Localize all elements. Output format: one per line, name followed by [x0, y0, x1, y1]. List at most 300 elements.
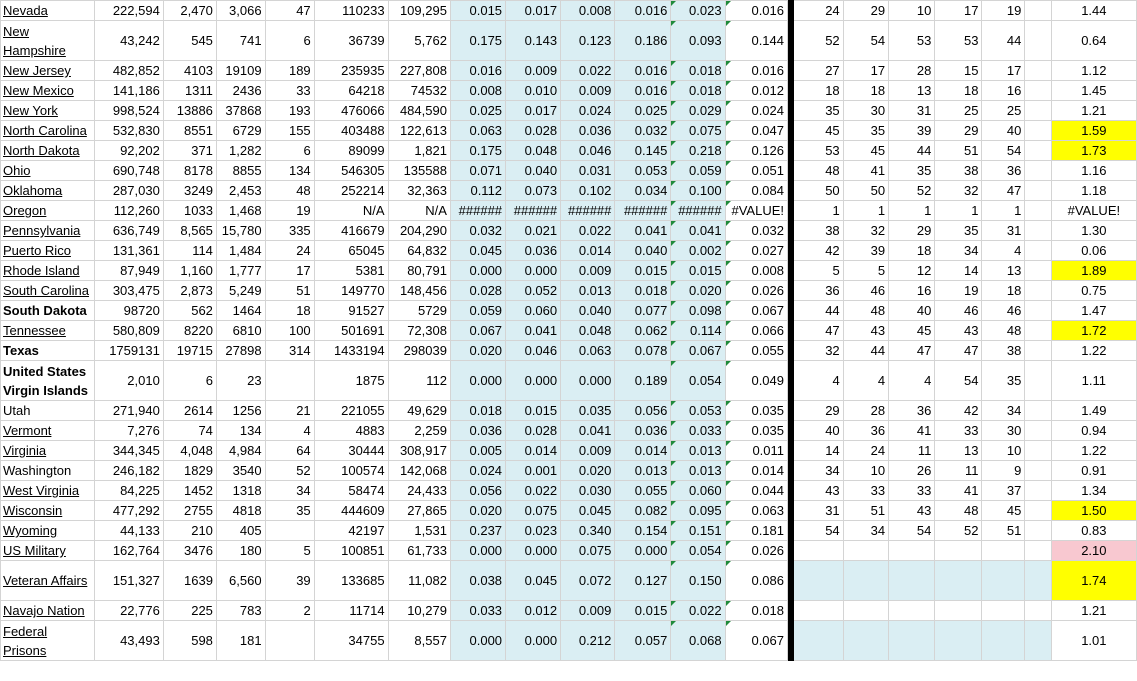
- data-cell[interactable]: 690,748: [94, 161, 163, 181]
- data-cell[interactable]: 32,363: [388, 181, 450, 201]
- data-cell[interactable]: 0.024: [725, 101, 787, 121]
- data-cell[interactable]: N/A: [314, 201, 388, 221]
- data-cell[interactable]: 0.032: [725, 221, 787, 241]
- data-cell[interactable]: 0.054: [671, 541, 725, 561]
- data-cell[interactable]: 5,762: [388, 21, 450, 61]
- data-cell[interactable]: 2: [265, 601, 314, 621]
- data-cell[interactable]: 134: [265, 161, 314, 181]
- data-cell[interactable]: 5729: [388, 301, 450, 321]
- data-cell[interactable]: 0.045: [561, 501, 615, 521]
- data-cell[interactable]: 89099: [314, 141, 388, 161]
- data-cell[interactable]: 0.077: [615, 301, 671, 321]
- empty-cell[interactable]: [1025, 201, 1051, 221]
- row-name-link[interactable]: New Jersey: [3, 63, 71, 78]
- rank-cell[interactable]: 18: [935, 81, 982, 101]
- rank-cell[interactable]: 52: [794, 21, 844, 61]
- rank-cell[interactable]: 5: [843, 261, 888, 281]
- data-cell[interactable]: 0.000: [506, 541, 561, 561]
- ratio-cell[interactable]: 1.18: [1051, 181, 1136, 201]
- rank-cell[interactable]: 19: [982, 1, 1025, 21]
- data-cell[interactable]: 0.018: [725, 601, 787, 621]
- ratio-cell[interactable]: 1.45: [1051, 81, 1136, 101]
- data-cell[interactable]: 5381: [314, 261, 388, 281]
- data-cell[interactable]: 64,832: [388, 241, 450, 261]
- data-cell[interactable]: 36739: [314, 21, 388, 61]
- rank-cell[interactable]: [794, 601, 844, 621]
- data-cell[interactable]: 189: [265, 61, 314, 81]
- data-cell[interactable]: 0.046: [561, 141, 615, 161]
- data-cell[interactable]: 0.045: [506, 561, 561, 601]
- data-cell[interactable]: 1311: [163, 81, 216, 101]
- data-cell[interactable]: 0.075: [561, 541, 615, 561]
- data-cell[interactable]: 0.112: [450, 181, 505, 201]
- data-cell[interactable]: 0.015: [615, 261, 671, 281]
- data-cell[interactable]: 0.008: [450, 81, 505, 101]
- row-name-cell[interactable]: [1, 441, 95, 461]
- row-name-link[interactable]: Vermont: [3, 423, 52, 438]
- data-cell[interactable]: 42197: [314, 521, 388, 541]
- rank-cell[interactable]: 32: [935, 181, 982, 201]
- rank-cell[interactable]: 31: [794, 501, 844, 521]
- data-cell[interactable]: 49,629: [388, 401, 450, 421]
- rank-cell[interactable]: 10: [843, 461, 888, 481]
- rank-cell[interactable]: 45: [794, 121, 844, 141]
- rank-cell[interactable]: 10: [889, 1, 935, 21]
- rank-cell[interactable]: 38: [982, 341, 1025, 361]
- ratio-cell[interactable]: 1.22: [1051, 341, 1136, 361]
- rank-cell[interactable]: 46: [843, 281, 888, 301]
- ratio-cell[interactable]: 0.94: [1051, 421, 1136, 441]
- data-cell[interactable]: 0.057: [615, 621, 671, 661]
- row-name-cell[interactable]: [1, 501, 95, 521]
- data-cell[interactable]: 0.123: [561, 21, 615, 61]
- rank-cell[interactable]: [843, 541, 888, 561]
- row-name-cell[interactable]: [1, 301, 95, 321]
- rank-cell[interactable]: 50: [843, 181, 888, 201]
- rank-cell[interactable]: 31: [982, 221, 1025, 241]
- data-cell[interactable]: 0.009: [506, 61, 561, 81]
- row-name-cell[interactable]: [1, 141, 95, 161]
- rank-cell[interactable]: 34: [794, 461, 844, 481]
- rank-cell[interactable]: 1: [889, 201, 935, 221]
- rank-cell[interactable]: 4: [843, 361, 888, 401]
- rank-cell[interactable]: [843, 601, 888, 621]
- row-name-cell[interactable]: [1, 261, 95, 281]
- data-cell[interactable]: 0.098: [671, 301, 725, 321]
- rank-cell[interactable]: 36: [843, 421, 888, 441]
- rank-cell[interactable]: 50: [794, 181, 844, 201]
- rank-cell[interactable]: 24: [843, 441, 888, 461]
- rank-cell[interactable]: 38: [794, 221, 844, 241]
- rank-cell[interactable]: 17: [935, 1, 982, 21]
- data-cell[interactable]: 1256: [216, 401, 265, 421]
- data-cell[interactable]: 6: [265, 141, 314, 161]
- data-cell[interactable]: 4,048: [163, 441, 216, 461]
- rank-cell[interactable]: 41: [889, 421, 935, 441]
- data-cell[interactable]: 0.013: [561, 281, 615, 301]
- data-cell[interactable]: 0.014: [725, 461, 787, 481]
- data-cell[interactable]: 72,308: [388, 321, 450, 341]
- data-cell[interactable]: 210: [163, 521, 216, 541]
- data-cell[interactable]: 110233: [314, 1, 388, 21]
- rank-cell[interactable]: 4: [982, 241, 1025, 261]
- data-cell[interactable]: 0.067: [725, 301, 787, 321]
- data-cell[interactable]: 1033: [163, 201, 216, 221]
- rank-cell[interactable]: [889, 621, 935, 661]
- rank-cell[interactable]: 39: [843, 241, 888, 261]
- data-cell[interactable]: 0.078: [615, 341, 671, 361]
- ratio-cell[interactable]: 1.30: [1051, 221, 1136, 241]
- data-cell[interactable]: 11714: [314, 601, 388, 621]
- data-cell[interactable]: 0.016: [725, 1, 787, 21]
- rank-cell[interactable]: 36: [982, 161, 1025, 181]
- data-cell[interactable]: 0.033: [671, 421, 725, 441]
- rank-cell[interactable]: 29: [889, 221, 935, 241]
- data-cell[interactable]: 6810: [216, 321, 265, 341]
- data-cell[interactable]: 5: [265, 541, 314, 561]
- data-cell[interactable]: 2,453: [216, 181, 265, 201]
- rank-cell[interactable]: 34: [935, 241, 982, 261]
- data-cell[interactable]: 0.093: [671, 21, 725, 61]
- rank-cell[interactable]: 45: [889, 321, 935, 341]
- data-cell[interactable]: 8,557: [388, 621, 450, 661]
- data-cell[interactable]: 112,260: [94, 201, 163, 221]
- rank-cell[interactable]: 53: [889, 21, 935, 61]
- data-cell[interactable]: 3540: [216, 461, 265, 481]
- data-cell[interactable]: 0.024: [561, 101, 615, 121]
- data-cell[interactable]: 0.016: [725, 61, 787, 81]
- data-cell[interactable]: 0.009: [561, 81, 615, 101]
- data-cell[interactable]: 6: [265, 21, 314, 61]
- data-cell[interactable]: N/A: [388, 201, 450, 221]
- data-cell[interactable]: 0.212: [561, 621, 615, 661]
- rank-cell[interactable]: 13: [982, 261, 1025, 281]
- rank-cell[interactable]: [982, 601, 1025, 621]
- row-name-cell[interactable]: [1, 181, 95, 201]
- rank-cell[interactable]: 1: [982, 201, 1025, 221]
- data-cell[interactable]: 98720: [94, 301, 163, 321]
- data-cell[interactable]: 0.056: [450, 481, 505, 501]
- row-name-link[interactable]: Rhode Island: [3, 263, 80, 278]
- data-cell[interactable]: 0.008: [725, 261, 787, 281]
- data-cell[interactable]: 0.005: [450, 441, 505, 461]
- data-cell[interactable]: 19: [265, 201, 314, 221]
- rank-cell[interactable]: 47: [889, 341, 935, 361]
- data-cell[interactable]: 1,777: [216, 261, 265, 281]
- data-cell[interactable]: 0.012: [725, 81, 787, 101]
- row-name-link[interactable]: Oklahoma: [3, 183, 63, 198]
- rank-cell[interactable]: 37: [982, 481, 1025, 501]
- row-name-cell[interactable]: [1, 341, 95, 361]
- empty-cell[interactable]: [1025, 341, 1051, 361]
- data-cell[interactable]: 64: [265, 441, 314, 461]
- data-cell[interactable]: 134: [216, 421, 265, 441]
- data-cell[interactable]: 0.023: [506, 521, 561, 541]
- data-cell[interactable]: 227,808: [388, 61, 450, 81]
- rank-cell[interactable]: 54: [935, 361, 982, 401]
- empty-cell[interactable]: [1025, 461, 1051, 481]
- row-name-cell[interactable]: [1, 161, 95, 181]
- data-cell[interactable]: 0.056: [615, 401, 671, 421]
- rank-cell[interactable]: 43: [935, 321, 982, 341]
- empty-cell[interactable]: [1025, 521, 1051, 541]
- rank-cell[interactable]: 4: [889, 361, 935, 401]
- data-cell[interactable]: 27898: [216, 341, 265, 361]
- data-cell[interactable]: 35: [265, 501, 314, 521]
- empty-cell[interactable]: [1025, 481, 1051, 501]
- data-cell[interactable]: 6729: [216, 121, 265, 141]
- rank-cell[interactable]: 42: [794, 241, 844, 261]
- data-cell[interactable]: 155: [265, 121, 314, 141]
- rank-cell[interactable]: 38: [935, 161, 982, 181]
- data-cell[interactable]: 636,749: [94, 221, 163, 241]
- data-cell[interactable]: 0.151: [671, 521, 725, 541]
- data-cell[interactable]: 0.066: [725, 321, 787, 341]
- rank-cell[interactable]: 48: [935, 501, 982, 521]
- data-cell[interactable]: 1875: [314, 361, 388, 401]
- row-name-cell[interactable]: [1, 561, 95, 601]
- rank-cell[interactable]: 33: [889, 481, 935, 501]
- data-cell[interactable]: 0.048: [506, 141, 561, 161]
- data-cell[interactable]: 1759131: [94, 341, 163, 361]
- ratio-cell[interactable]: 1.47: [1051, 301, 1136, 321]
- rank-cell[interactable]: 54: [889, 521, 935, 541]
- data-cell[interactable]: 48: [265, 181, 314, 201]
- rank-cell[interactable]: 28: [843, 401, 888, 421]
- data-cell[interactable]: 15,780: [216, 221, 265, 241]
- data-cell[interactable]: 0.028: [506, 121, 561, 141]
- data-cell[interactable]: 80,791: [388, 261, 450, 281]
- data-cell[interactable]: 8,565: [163, 221, 216, 241]
- rank-cell[interactable]: 53: [935, 21, 982, 61]
- row-name-link[interactable]: Wyoming: [3, 523, 58, 538]
- data-cell[interactable]: 51: [265, 281, 314, 301]
- data-cell[interactable]: 0.053: [615, 161, 671, 181]
- row-name-cell[interactable]: [1, 601, 95, 621]
- rank-cell[interactable]: 18: [982, 281, 1025, 301]
- data-cell[interactable]: 405: [216, 521, 265, 541]
- row-name-link[interactable]: Veteran Affairs: [3, 573, 88, 588]
- data-cell[interactable]: 0.000: [506, 361, 561, 401]
- rank-cell[interactable]: 54: [843, 21, 888, 61]
- rank-cell[interactable]: [889, 541, 935, 561]
- data-cell[interactable]: 0.046: [506, 341, 561, 361]
- data-cell[interactable]: 0.000: [450, 541, 505, 561]
- data-cell[interactable]: 0.014: [561, 241, 615, 261]
- data-cell[interactable]: 298039: [388, 341, 450, 361]
- data-cell[interactable]: 0.014: [506, 441, 561, 461]
- empty-cell[interactable]: [1025, 141, 1051, 161]
- empty-cell[interactable]: [1025, 281, 1051, 301]
- data-cell[interactable]: 0.340: [561, 521, 615, 541]
- ratio-cell[interactable]: 1.01: [1051, 621, 1136, 661]
- data-cell[interactable]: 0.029: [671, 101, 725, 121]
- data-cell[interactable]: 133685: [314, 561, 388, 601]
- empty-cell[interactable]: [1025, 441, 1051, 461]
- ratio-cell[interactable]: 1.22: [1051, 441, 1136, 461]
- data-cell[interactable]: 0.008: [561, 1, 615, 21]
- rank-cell[interactable]: 30: [982, 421, 1025, 441]
- ratio-cell[interactable]: 0.83: [1051, 521, 1136, 541]
- rank-cell[interactable]: 35: [935, 221, 982, 241]
- empty-cell[interactable]: [1025, 1, 1051, 21]
- ratio-cell[interactable]: 1.44: [1051, 1, 1136, 21]
- data-cell[interactable]: 0.063: [561, 341, 615, 361]
- data-cell[interactable]: 3,066: [216, 1, 265, 21]
- data-cell[interactable]: 4,984: [216, 441, 265, 461]
- data-cell[interactable]: 477,292: [94, 501, 163, 521]
- data-cell[interactable]: 2,010: [94, 361, 163, 401]
- data-cell[interactable]: 580,809: [94, 321, 163, 341]
- data-cell[interactable]: 0.053: [671, 401, 725, 421]
- data-cell[interactable]: 24: [265, 241, 314, 261]
- data-cell[interactable]: 0.018: [671, 61, 725, 81]
- rank-cell[interactable]: 1: [843, 201, 888, 221]
- data-cell[interactable]: 181: [216, 621, 265, 661]
- row-name-link[interactable]: Puerto Rico: [3, 243, 71, 258]
- data-cell[interactable]: 4: [265, 421, 314, 441]
- data-cell[interactable]: 8855: [216, 161, 265, 181]
- data-cell[interactable]: 0.154: [615, 521, 671, 541]
- data-cell[interactable]: 0.144: [725, 21, 787, 61]
- row-name-cell[interactable]: [1, 321, 95, 341]
- empty-cell[interactable]: [1025, 541, 1051, 561]
- data-cell[interactable]: ######: [450, 201, 505, 221]
- data-cell[interactable]: 0.034: [615, 181, 671, 201]
- rank-cell[interactable]: 47: [982, 181, 1025, 201]
- data-cell[interactable]: 0.000: [615, 541, 671, 561]
- rank-cell[interactable]: [889, 601, 935, 621]
- rank-cell[interactable]: 41: [935, 481, 982, 501]
- data-cell[interactable]: 100: [265, 321, 314, 341]
- data-cell[interactable]: 74532: [388, 81, 450, 101]
- data-cell[interactable]: [265, 521, 314, 541]
- ratio-cell[interactable]: 1.49: [1051, 401, 1136, 421]
- ratio-cell[interactable]: 0.75: [1051, 281, 1136, 301]
- rank-cell[interactable]: 54: [982, 141, 1025, 161]
- rank-cell[interactable]: 27: [794, 61, 844, 81]
- data-cell[interactable]: 0.022: [561, 221, 615, 241]
- rank-cell[interactable]: [843, 621, 888, 661]
- data-cell[interactable]: 148,456: [388, 281, 450, 301]
- data-cell[interactable]: 122,613: [388, 121, 450, 141]
- empty-cell[interactable]: [1025, 21, 1051, 61]
- data-cell[interactable]: 0.150: [671, 561, 725, 601]
- rank-cell[interactable]: 9: [982, 461, 1025, 481]
- data-cell[interactable]: 10,279: [388, 601, 450, 621]
- data-cell[interactable]: 0.127: [615, 561, 671, 601]
- empty-cell[interactable]: [1025, 361, 1051, 401]
- data-cell[interactable]: 0.055: [615, 481, 671, 501]
- data-cell[interactable]: 13886: [163, 101, 216, 121]
- rank-cell[interactable]: 35: [982, 361, 1025, 401]
- rank-cell[interactable]: 35: [843, 121, 888, 141]
- data-cell[interactable]: 84,225: [94, 481, 163, 501]
- data-cell[interactable]: 0.035: [725, 421, 787, 441]
- ratio-cell[interactable]: 1.21: [1051, 601, 1136, 621]
- data-cell[interactable]: 0.011: [725, 441, 787, 461]
- data-cell[interactable]: 0.086: [725, 561, 787, 601]
- row-name-link[interactable]: North Dakota: [3, 143, 80, 158]
- data-cell[interactable]: 484,590: [388, 101, 450, 121]
- rank-cell[interactable]: 29: [935, 121, 982, 141]
- data-cell[interactable]: 0.063: [450, 121, 505, 141]
- data-cell[interactable]: 0.021: [506, 221, 561, 241]
- rank-cell[interactable]: 44: [889, 141, 935, 161]
- rank-cell[interactable]: 24: [794, 1, 844, 21]
- data-cell[interactable]: 0.067: [450, 321, 505, 341]
- empty-cell[interactable]: [1025, 101, 1051, 121]
- row-name-cell[interactable]: [1, 201, 95, 221]
- row-name-cell[interactable]: [1, 101, 95, 121]
- row-name-link[interactable]: Wisconsin: [3, 503, 63, 518]
- ratio-cell[interactable]: 1.59: [1051, 121, 1136, 141]
- data-cell[interactable]: 0.051: [725, 161, 787, 181]
- rank-cell[interactable]: 18: [794, 81, 844, 101]
- rank-cell[interactable]: 1: [794, 201, 844, 221]
- data-cell[interactable]: 30444: [314, 441, 388, 461]
- data-cell[interactable]: 444609: [314, 501, 388, 521]
- rank-cell[interactable]: [794, 561, 844, 601]
- rank-cell[interactable]: 54: [794, 521, 844, 541]
- data-cell[interactable]: 252214: [314, 181, 388, 201]
- rank-cell[interactable]: 51: [935, 141, 982, 161]
- data-cell[interactable]: 58474: [314, 481, 388, 501]
- empty-cell[interactable]: [1025, 241, 1051, 261]
- rank-cell[interactable]: 46: [982, 301, 1025, 321]
- data-cell[interactable]: 0.045: [450, 241, 505, 261]
- rank-cell[interactable]: 47: [935, 341, 982, 361]
- data-cell[interactable]: 61,733: [388, 541, 450, 561]
- rank-cell[interactable]: 16: [889, 281, 935, 301]
- data-cell[interactable]: 0.022: [561, 61, 615, 81]
- data-cell[interactable]: 0.012: [506, 601, 561, 621]
- rank-cell[interactable]: 10: [982, 441, 1025, 461]
- rank-cell[interactable]: [982, 621, 1025, 661]
- row-name-link[interactable]: West Virginia: [3, 483, 80, 498]
- data-cell[interactable]: 0.031: [561, 161, 615, 181]
- data-cell[interactable]: 532,830: [94, 121, 163, 141]
- empty-cell[interactable]: [1025, 121, 1051, 141]
- rank-cell[interactable]: [935, 561, 982, 601]
- data-cell[interactable]: 0.020: [561, 461, 615, 481]
- empty-cell[interactable]: [1025, 601, 1051, 621]
- data-cell[interactable]: 344,345: [94, 441, 163, 461]
- data-cell[interactable]: 37868: [216, 101, 265, 121]
- data-cell[interactable]: 314: [265, 341, 314, 361]
- data-cell[interactable]: 0.041: [506, 321, 561, 341]
- data-cell[interactable]: 6,560: [216, 561, 265, 601]
- data-cell[interactable]: 92,202: [94, 141, 163, 161]
- empty-cell[interactable]: [1025, 501, 1051, 521]
- data-cell[interactable]: 8220: [163, 321, 216, 341]
- data-cell[interactable]: 19715: [163, 341, 216, 361]
- data-cell[interactable]: 0.186: [615, 21, 671, 61]
- data-cell[interactable]: 221055: [314, 401, 388, 421]
- data-cell[interactable]: 0.009: [561, 441, 615, 461]
- data-cell[interactable]: 1,282: [216, 141, 265, 161]
- data-cell[interactable]: 0.040: [615, 241, 671, 261]
- data-cell[interactable]: 0.016: [615, 61, 671, 81]
- rank-cell[interactable]: [889, 561, 935, 601]
- data-cell[interactable]: 4818: [216, 501, 265, 521]
- data-cell[interactable]: 403488: [314, 121, 388, 141]
- data-cell[interactable]: 0.041: [561, 421, 615, 441]
- ratio-cell[interactable]: 1.21: [1051, 101, 1136, 121]
- data-cell[interactable]: 112: [388, 361, 450, 401]
- data-cell[interactable]: 0.082: [615, 501, 671, 521]
- data-cell[interactable]: 0.071: [450, 161, 505, 181]
